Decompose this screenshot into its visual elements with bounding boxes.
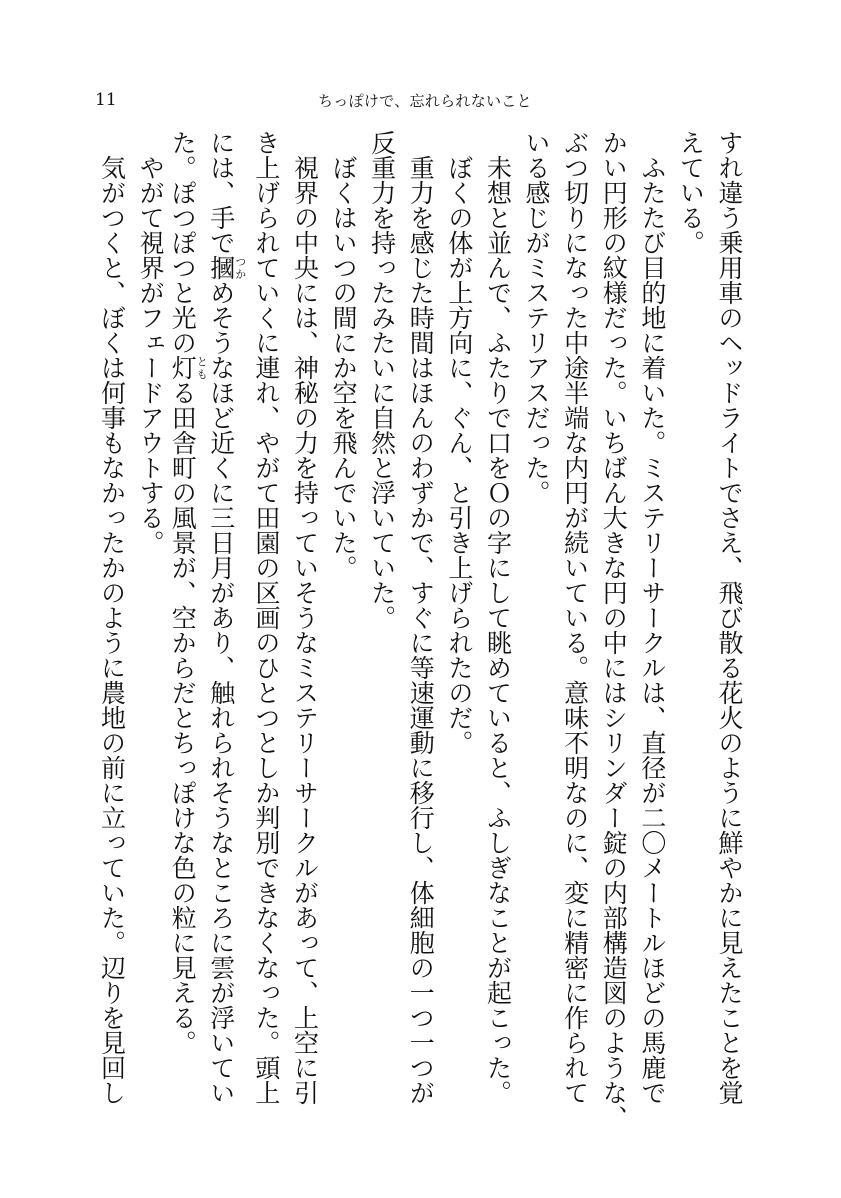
ruby-annotation: つか: [233, 255, 247, 280]
text-column-10: 反重力を持ったみたいに自然と浮いていた。: [367, 130, 397, 630]
ruby-base: 摑: [206, 255, 236, 280]
text-column-17: 気がつくと、ぼくは何事もなかったかのように農地の前に立っていた。辺りを見回し: [97, 155, 127, 1105]
page-number: 11: [95, 90, 117, 110]
text-column-1: すれ違う乗用車のヘッドライトでさえ、飛び散る花火のように鮮やかに見えたことを覚: [715, 130, 744, 1105]
text-column-6: いる感じがミステリアスだった。: [522, 130, 552, 505]
column-text-before-ruby: には、手で: [206, 130, 236, 255]
text-column-12: 視界の中央には、神秘の力を持っていそうなミステリーサークルがあって、上空に引: [290, 155, 320, 1105]
body-text-block: [91, 130, 748, 1140]
text-column-3: ふたたび目的地に着いた。ミステリーサークルは、直径が二〇メートルほどの馬鹿で: [637, 155, 667, 1105]
ruby-word: [168, 355, 209, 380]
column-text-after-ruby: る田舎町の風景が、空からだとちっぽけな色の粒に見える。: [168, 380, 198, 1055]
text-column-14: [208, 130, 247, 1140]
text-column-9: 重力を感じた時間はほんのわずかで、すぐに等速運動に移行し、体細胞の一つ一つが: [406, 155, 436, 1105]
text-column-11: ぼくはいつの間にか空を飛んでいた。: [329, 155, 359, 580]
text-column-16: やがて視界がフェードアウトする。: [136, 155, 166, 555]
text-column-2: えている。: [676, 130, 706, 255]
ruby-annotation: とも: [195, 355, 209, 380]
ruby-base: 灯: [168, 355, 198, 380]
text-column-8: ぼくの体が上方向に、ぐん、と引き上げられたのだ。: [444, 155, 474, 755]
column-text-after-ruby: めそうなほど近くに三日月があり、触れられそうなところに雲が浮いてい: [206, 280, 236, 1105]
text-column-5: ぶつ切りになった中途半端な内円が続いている。意味不明なのに、変に精密に作られて: [560, 130, 590, 1105]
column-text-before-ruby: た。ぽつぽつと光の: [168, 130, 198, 355]
running-title: ちっぽけで、忘れられないこと: [318, 92, 532, 110]
text-column-7: 未想と並んで、ふたりで口をＯの字にして眺めていると、ふしぎなことが起こった。: [483, 155, 513, 1105]
ruby-word: [206, 255, 247, 280]
text-column-4: かい円形の紋様だった。いちばん大きな円の中にはシリンダー錠の内部構造図のような、: [599, 130, 629, 1130]
text-column-13: き上げられていくに連れ、やがて田園の区画のひとつとしか判別できなくなった。頭上: [251, 130, 281, 1105]
